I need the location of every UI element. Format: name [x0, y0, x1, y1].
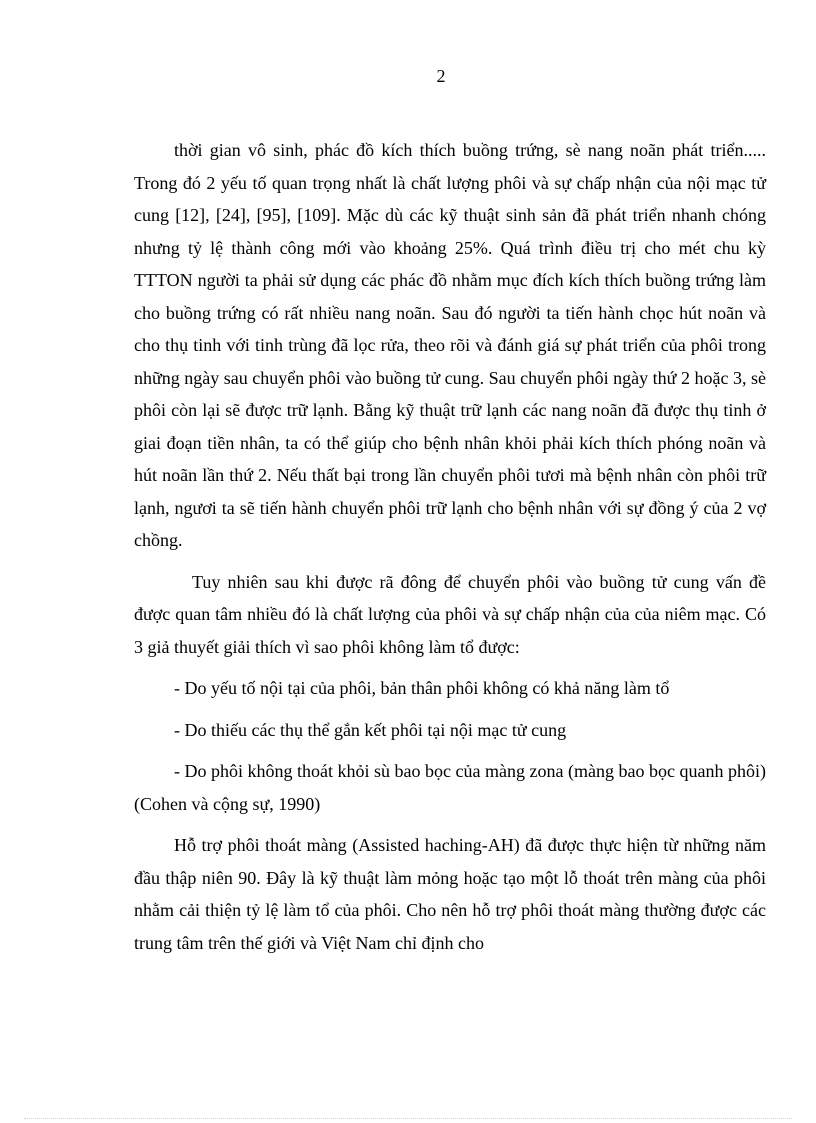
paragraph-procedure: thời gian vô sinh, phác đồ kích thích buồng trứng, sè nang noãn phát triển..... Trong đó 2 yếu tố quan trọng nhất là chất lượng phôi và sự chấp nhận của nội mạc tử cung [12], [24], [95], [109]. Mặc dù các kỹ thuật sinh sản đã phát triển nhanh chóng nhưng tỷ lệ thành công mới vào khoảng 25%. Quá trình điều trị cho mét chu kỳ TTTON người ta phải sử dụng các phác đồ nhằm mục đích kích thích buồng trứng làm cho buồng trứng có rất nhiều nang noãn. Sau đó người ta tiến hành chọc hút noãn và cho thụ tinh với tinh trùng đã lọc rửa, theo rõi và đánh giá sự phát triển của phôi trong những ngày sau chuyển phôi vào buồng tử cung. Sau chuyển phôi ngày thứ 2 hoặc 3, sè phôi còn lại sẽ được trữ lạnh. Bằng kỹ thuật trữ lạnh các nang noãn đã được thụ tinh ở giai đoạn tiền nhân, ta có thể giúp cho bệnh nhân khỏi phải kích thích phóng noãn và hút noãn lần thứ 2. Nếu thất bại trong lần chuyển phôi tươi mà bệnh nhân còn phôi trữ lạnh, ngươi ta sẽ tiến hành chuyển phôi trữ lạnh cho bệnh nhân với sự đồng ý của 2 vợ chồng.: [134, 140, 766, 550]
paragraph-hypotheses-intro: Tuy nhiên sau khi được rã đông để chuyển phôi vào buồng tử cung vấn đề được quan tâm nhiều đó là chất lượng của phôi và sự chấp nhận của của niêm mạc. Có 3 giả thuyết giải thích vì sao phôi không làm tổ được:: [134, 571, 766, 657]
page-bottom-divider: [24, 1118, 792, 1119]
list-item-hypothesis-2: - Do thiếu các thụ thể gắn kết phôi tại nội mạc tử cung: [174, 719, 567, 740]
paragraph-assisted-hatching: Hỗ trợ phôi thoát màng (Assisted haching-AH) đã được thực hiện từ những năm đầu thập niên 90. Đây là kỹ thuật làm mỏng hoặc tạo một lỗ thoát trên màng của phôi nhằm cải thiện tỷ lệ làm tổ của phôi. Cho nên hỗ trợ phôi thoát màng thường được các trung tâm trên thế giới và Việt Nam chỉ định cho: [134, 835, 766, 953]
list-item-hypothesis-1: - Do yếu tố nội tại của phôi, bản thân phôi không có khả năng làm tổ: [174, 678, 670, 698]
page-number: 2: [436, 66, 446, 86]
body-text: [134, 134, 766, 968]
list-item-hypothesis-3: - Do phôi không thoát khỏi sù bao bọc của màng zona (màng bao bọc quanh phôi) (Cohen và cộng sự, 1990): [134, 761, 766, 814]
